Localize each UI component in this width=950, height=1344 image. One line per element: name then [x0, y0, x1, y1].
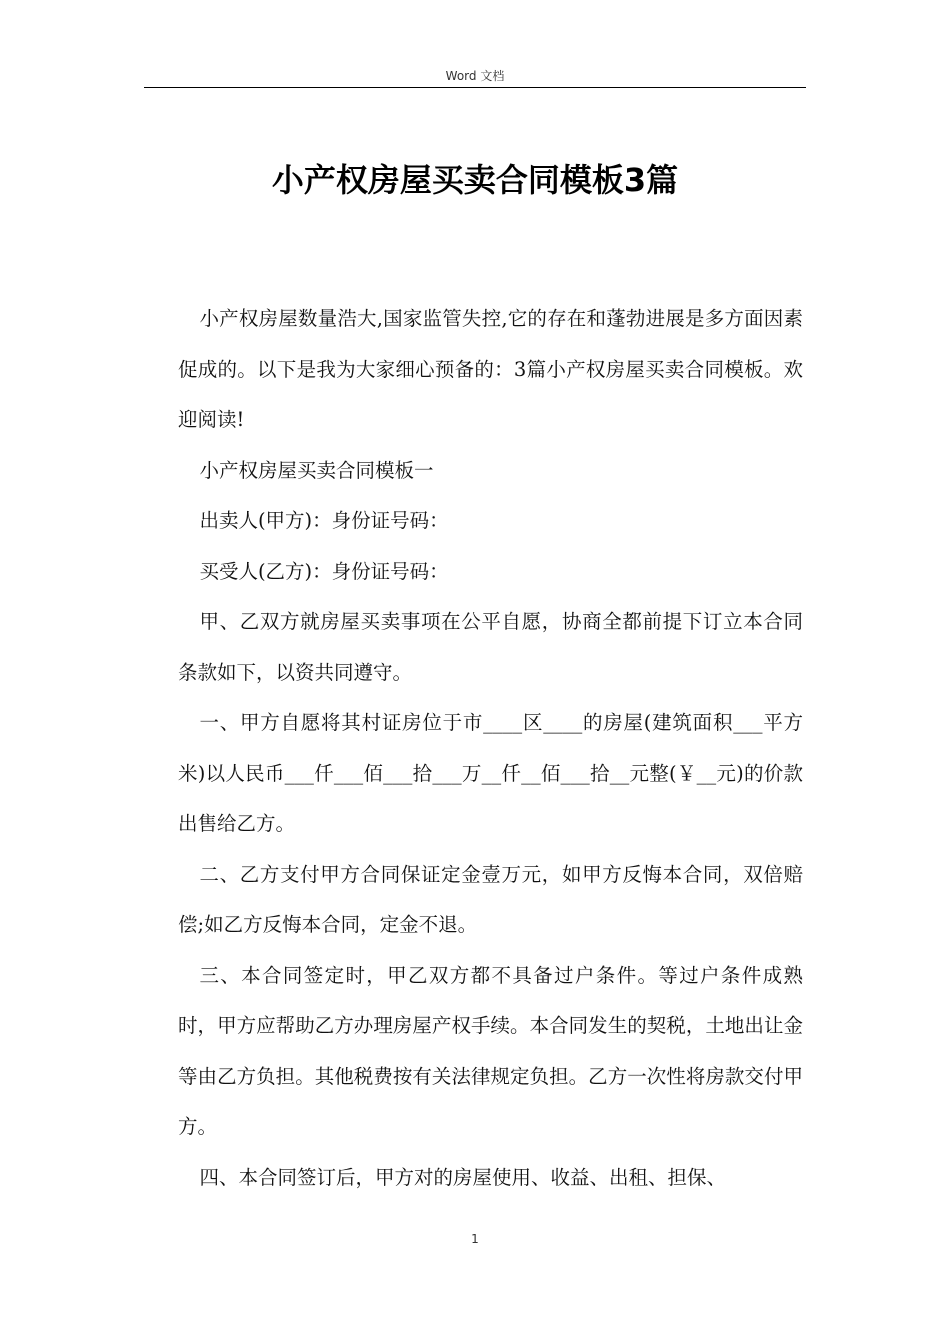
paragraph-clause-2: 二、乙方支付甲方合同保证定金壹万元，如甲方反悔本合同，双倍赔偿;如乙方反悔本合同，定金不退。	[178, 862, 803, 936]
paragraph-clause-4: 四、本合同签订后，甲方对的房屋使用、收益、出租、担保、	[199, 1165, 726, 1189]
paragraph-template-heading: 小产权房屋买卖合同模板一	[199, 458, 434, 482]
paragraph-preamble: 甲、乙双方就房屋买卖事项在公平自愿，协商全都前提下订立本合同条款如下，以资共同遵守。	[178, 610, 803, 684]
page-number: 1	[471, 1232, 479, 1246]
paragraph-buyer: 买受人(乙方)：身份证号码：	[199, 559, 449, 583]
paragraph-intro: 小产权房屋数量浩大,国家监管失控,它的存在和蓬勃进展是多方面因素促成的。以下是我为大家细心预备的：3篇小产权房屋买卖合同模板。欢迎阅读!	[178, 307, 803, 431]
paragraph-clause-1: 一、甲方自愿将其村证房位于市____区____的房屋(建筑面积___平方米)以人民币___仟___佰___拾___万__仟__佰___拾__元整(￥__元)的价款出售给乙方。	[178, 711, 803, 835]
paragraph-seller: 出卖人(甲方)：身份证号码：	[199, 509, 449, 532]
document-body	[178, 294, 803, 1203]
header-divider	[144, 87, 806, 88]
document-title: 小产权房屋买卖合同模板3篇	[271, 161, 679, 199]
page-header-label: Word 文档	[445, 69, 505, 83]
paragraph-clause-3: 三、本合同签定时，甲乙双方都不具备过户条件。等过户条件成熟时，甲方应帮助乙方办理房屋产权手续。本合同发生的契税，土地出让金等由乙方负担。其他税费按有关法律规定负担。乙方一次性将房款交付甲方。	[178, 963, 803, 1138]
